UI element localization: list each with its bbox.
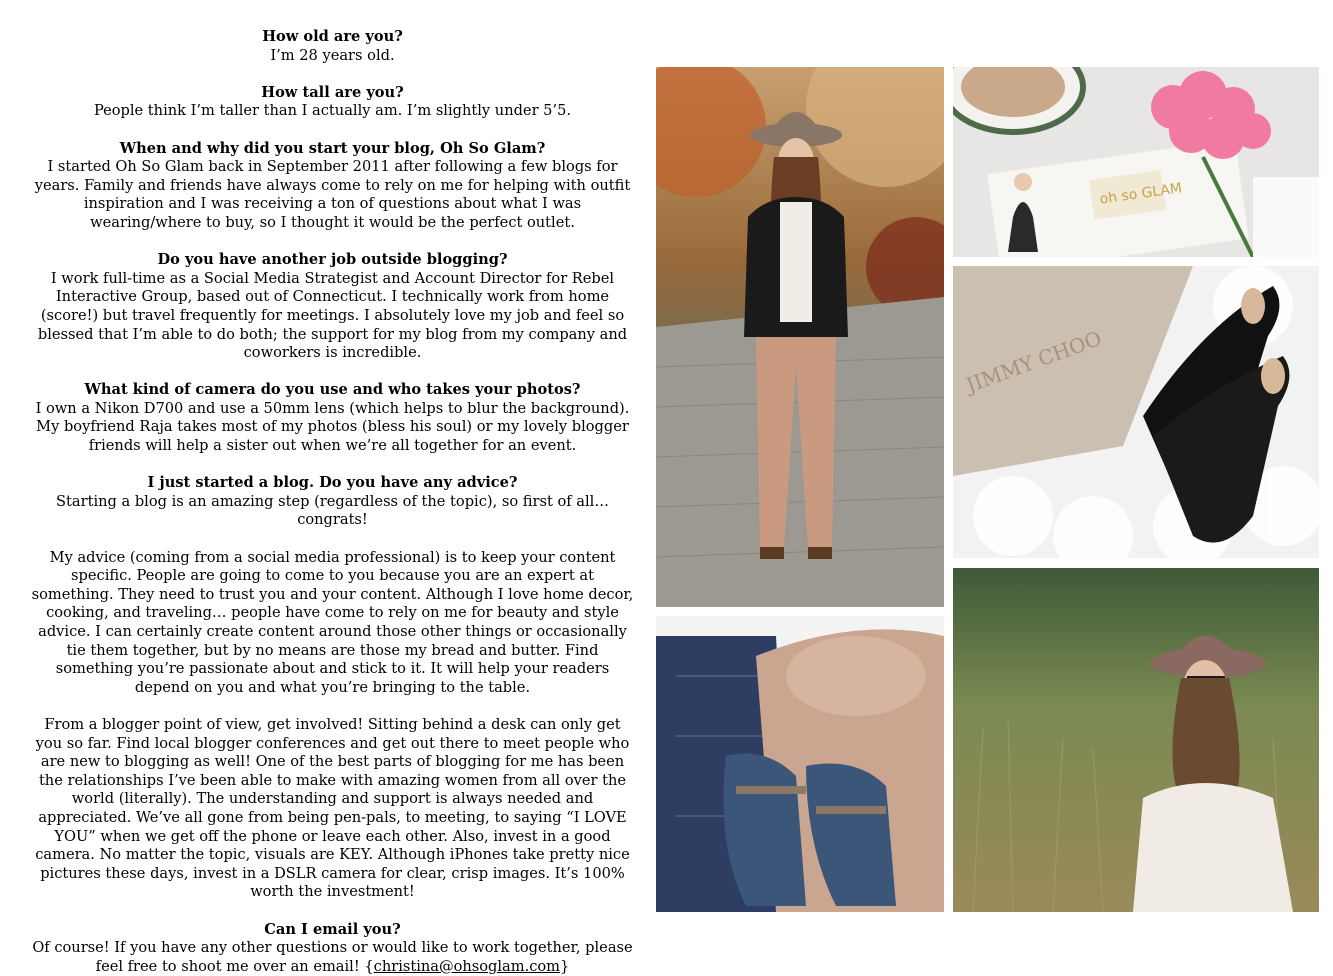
email-link[interactable]: christina@ohsoglam.com xyxy=(374,958,560,975)
answer-paragraph: From a blogger point of view, get involved! Sitting behind a desk can only get you so far. Find local blogger conferences and get out there to meet people who are new to blogging as well! One of the best parts of blogging for me has been the relationships I’ve been able to make with amazing women from all over the world (literally). The understanding and support is always needed and appreciated. We’ve all gone from being pen-pals, to meeting, to saying “I LOVE YOU” when we get off the phone or leave each other. Also, invest in a good camera. No matter the topic, visuals are KEY. Although iPhones take pretty nice pictures these days, invest in a DSLR camera for clear, crisp images. It’s 100% worth the investment! xyxy=(30,716,635,902)
field-portrait-photo xyxy=(953,568,1319,912)
qa-advice xyxy=(30,474,635,902)
qa-email xyxy=(30,921,635,976)
qa-camera xyxy=(30,381,635,455)
answer-text-end: } xyxy=(560,958,569,975)
answer-text: Of course! If you have any other questions or would like to work together, please feel free to shoot me over an email! { xyxy=(32,939,632,975)
qa-job xyxy=(30,251,635,363)
desk-flatlay-photo-icon xyxy=(953,67,1319,257)
answer: I’m 28 years old. xyxy=(30,47,635,66)
question: Can I email you? xyxy=(30,921,635,940)
answer: I own a Nikon D700 and use a 50mm lens (which helps to blur the background). My boyfriend Raja takes most of my photos (bless his soul) or my lovely blogger friends will help a sister out when we’re all together for an event. xyxy=(30,400,635,456)
question: How tall are you? xyxy=(30,84,635,103)
shoes-photo xyxy=(953,266,1319,558)
desk-flatlay-photo xyxy=(953,67,1319,257)
clothing-flatlay-photo xyxy=(656,616,944,912)
qa-height xyxy=(30,84,635,121)
answer: People think I’m taller than I actually am. I’m slightly under 5’5. xyxy=(30,102,635,121)
qa-age xyxy=(30,28,635,65)
answer: I started Oh So Glam back in September 2011 after following a few blogs for years. Family and friends have always come to rely on me for helping with outfit inspiration and I was receiving a ton of questions about what I was wearing/where to buy, so I thought it would be the perfect outlet. xyxy=(30,158,635,232)
answer-paragraph: My advice (coming from a social media professional) is to keep your content specific. People are going to come to you because you are an expert at something. They need to trust you and your content. Although I love home decor, cooking, and traveling… people have come to rely on me for beauty and style advice. I can certainly create content around those other things or occasionally tie them together, but by no means are those my bread and butter. Find something you’re passionate about and stick to it. It will help your readers depend on you and what you’re bringing to the table. xyxy=(30,549,635,698)
question: What kind of camera do you use and who takes your photos? xyxy=(30,381,635,400)
answer xyxy=(30,939,635,976)
interview-text xyxy=(30,28,635,976)
question: I just started a blog. Do you have any advice? xyxy=(30,474,635,493)
outfit-photo-icon xyxy=(656,67,944,607)
answer-paragraph: Starting a blog is an amazing step (regardless of the topic), so first of all… congrats! xyxy=(30,493,635,530)
qa-blog-start xyxy=(30,140,635,233)
question: When and why did you start your blog, Oh So Glam? xyxy=(30,140,635,159)
outfit-photo xyxy=(656,67,944,607)
question: Do you have another job outside blogging? xyxy=(30,251,635,270)
notebook-brand-label: oh so GLAM xyxy=(1099,180,1183,207)
question: How old are you? xyxy=(30,28,635,47)
shoes-photo-icon xyxy=(953,266,1319,558)
box-brand-label: JIMMY CHOO xyxy=(961,326,1105,398)
field-portrait-photo-icon xyxy=(953,568,1319,912)
clothing-flatlay-photo-icon xyxy=(656,616,944,912)
answer: I work full-time as a Social Media Strategist and Account Director for Rebel Interactive Group, based out of Connecticut. I technically work from home (score!) but travel frequently for meetings. I absolutely love my job and feel so blessed that I’m able to do both; the support for my blog from my company and coworkers is incredible. xyxy=(30,270,635,363)
